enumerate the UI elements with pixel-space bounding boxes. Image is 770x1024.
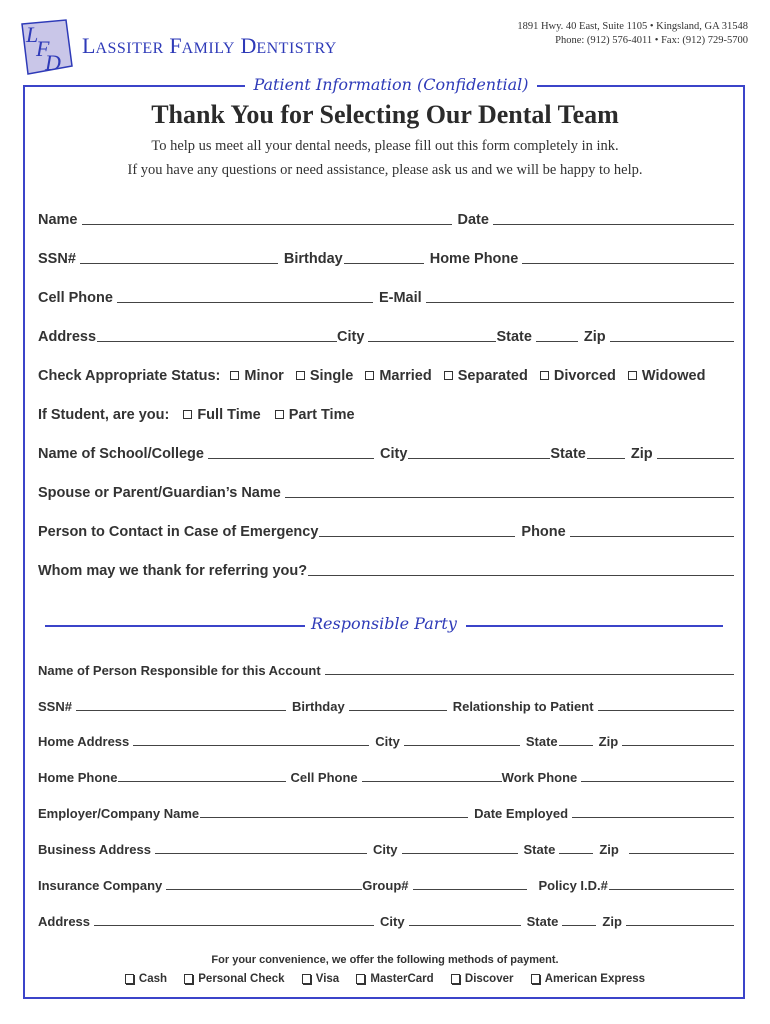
label-school: Name of School/College — [38, 446, 204, 462]
label-business-city: City — [372, 842, 398, 857]
label-spouse: Spouse or Parent/Guardian’s Name — [38, 485, 281, 501]
checkbox-part-time[interactable] — [275, 410, 284, 419]
label-ins-zip: Zip — [602, 914, 622, 929]
row-resp-ssn — [38, 699, 734, 714]
field-date[interactable] — [493, 223, 734, 225]
row-name-date — [38, 212, 734, 228]
practice-contact — [517, 20, 748, 48]
label-ins-city: City — [380, 914, 405, 929]
row-insurance — [38, 878, 734, 893]
field-emergency[interactable] — [319, 535, 515, 537]
option-divorced[interactable]: Divorced — [540, 368, 616, 384]
row-ssn-birthday-phone — [38, 251, 734, 267]
label-email: E-Mail — [378, 290, 422, 306]
row-employer — [38, 806, 734, 821]
label-resp-state: State — [525, 734, 558, 749]
field-group[interactable] — [413, 888, 527, 890]
label-resp-name: Name of Person Responsible for this Account — [38, 663, 321, 678]
checkbox-single[interactable] — [296, 371, 305, 380]
option-widowed[interactable]: Widowed — [628, 368, 706, 384]
checkbox-american-express[interactable] — [531, 974, 540, 984]
label-school-zip: Zip — [630, 446, 653, 462]
checkbox-full-time[interactable] — [183, 410, 192, 419]
field-email[interactable] — [426, 301, 734, 303]
field-employer[interactable] — [200, 816, 468, 818]
row-spouse — [38, 485, 734, 501]
label-policy: Policy I.D.# — [538, 878, 608, 893]
label-ssn: SSN# — [38, 251, 76, 267]
field-ins-city[interactable] — [409, 924, 521, 926]
address-line: 1891 Hwy. 40 East, Suite 1105 • Kingsland, GA 31548 — [517, 21, 748, 32]
option-married[interactable]: Married — [365, 368, 431, 384]
label-state: State — [496, 329, 532, 345]
label-referral: Whom may we thank for referring you? — [38, 563, 308, 579]
label-employer: Employer/Company Name — [38, 806, 200, 821]
row-resp-phones — [38, 770, 734, 785]
field-school-city[interactable] — [408, 457, 550, 459]
label-group: Group# — [362, 878, 409, 893]
option-full-time[interactable]: Full Time — [183, 407, 260, 423]
label-work-phone: Work Phone — [501, 770, 578, 785]
payment-visa[interactable]: Visa — [302, 973, 339, 985]
label-status: Check Appropriate Status: — [38, 368, 221, 384]
checkbox-mastercard[interactable] — [356, 974, 365, 984]
field-work-phone[interactable] — [581, 780, 734, 782]
field-city[interactable] — [368, 340, 496, 342]
row-school — [38, 446, 734, 462]
checkbox-divorced[interactable] — [540, 371, 549, 380]
field-relationship[interactable] — [598, 709, 734, 711]
label-address: Address — [38, 329, 97, 345]
label-school-city: City — [379, 446, 408, 462]
row-status — [38, 368, 734, 384]
field-name[interactable] — [82, 223, 452, 225]
row-cell-email — [38, 290, 734, 306]
label-ins-address: Address — [38, 914, 91, 929]
field-emergency-phone[interactable] — [570, 535, 734, 537]
field-resp-ssn[interactable] — [76, 709, 286, 711]
row-resp-home-address — [38, 734, 734, 749]
label-resp-home-phone: Home Phone — [38, 770, 118, 785]
section-title-patient-info: Patient Information (Confidential) — [245, 75, 536, 94]
field-business-address[interactable] — [155, 852, 367, 854]
field-referral[interactable] — [308, 574, 734, 576]
label-student: If Student, are you: — [38, 407, 170, 423]
label-resp-cell-phone: Cell Phone — [290, 770, 358, 785]
checkbox-visa[interactable] — [302, 974, 311, 984]
checkbox-widowed[interactable] — [628, 371, 637, 380]
payment-discover[interactable]: Discover — [451, 973, 514, 985]
field-resp-name[interactable] — [325, 673, 734, 675]
label-birthday: Birthday — [283, 251, 343, 267]
label-business-state: State — [523, 842, 556, 857]
label-resp-city: City — [375, 734, 400, 749]
label-insurance: Insurance Company — [38, 878, 163, 893]
row-resp-name — [38, 663, 734, 678]
field-birthday[interactable] — [344, 262, 424, 264]
option-minor[interactable]: Minor — [230, 368, 283, 384]
field-cell-phone[interactable] — [117, 301, 373, 303]
field-home-address[interactable] — [133, 744, 369, 746]
logo-letter-l: L — [26, 22, 39, 47]
row-business-address — [38, 842, 734, 857]
label-cell-phone: Cell Phone — [38, 290, 113, 306]
field-policy[interactable] — [609, 888, 734, 890]
checkbox-minor[interactable] — [230, 371, 239, 380]
label-name: Name — [38, 212, 78, 228]
logo-letter-f: F — [36, 36, 50, 61]
field-insurance[interactable] — [166, 888, 362, 890]
label-date: Date — [457, 212, 489, 228]
label-zip: Zip — [583, 329, 606, 345]
divider-right — [466, 625, 723, 627]
field-zip[interactable] — [610, 340, 734, 342]
label-ins-state: State — [526, 914, 559, 929]
payment-note: For your convenience, we offer the following methods of payment. — [211, 954, 559, 966]
option-separated[interactable]: Separated — [444, 368, 528, 384]
checkbox-married[interactable] — [365, 371, 374, 380]
practice-logo — [18, 18, 74, 76]
label-school-state: State — [550, 446, 586, 462]
row-referral — [38, 563, 734, 579]
label-resp-ssn: SSN# — [38, 699, 72, 714]
checkbox-discover[interactable] — [451, 974, 460, 984]
checkbox-personal-check[interactable] — [184, 974, 193, 984]
label-resp-birthday: Birthday — [291, 699, 345, 714]
form-heading: Thank You for Selecting Our Dental Team — [151, 100, 619, 129]
practice-name: LASSITER FAMILY DENTISTRY — [82, 33, 337, 58]
field-resp-home-phone[interactable] — [118, 780, 286, 782]
label-date-employed: Date Employed — [474, 806, 569, 821]
field-spouse[interactable] — [285, 496, 734, 498]
field-school-state[interactable] — [587, 457, 625, 459]
divider-left — [45, 625, 305, 627]
field-resp-zip[interactable] — [622, 744, 734, 746]
logo-letter-d: D — [45, 50, 61, 75]
field-home-phone[interactable] — [522, 262, 734, 264]
row-address — [38, 329, 734, 345]
field-ins-address[interactable] — [94, 924, 374, 926]
label-home-phone: Home Phone — [429, 251, 519, 267]
row-emergency — [38, 524, 734, 540]
option-part-time[interactable]: Part Time — [275, 407, 355, 423]
field-school-zip[interactable] — [657, 457, 734, 459]
field-ins-state[interactable] — [562, 924, 596, 926]
intro-line-1: To help us meet all your dental needs, please fill out this form completely in ink. — [151, 138, 619, 154]
row-insurance-address — [38, 914, 734, 929]
checkbox-cash[interactable] — [125, 974, 134, 984]
field-date-employed[interactable] — [572, 816, 734, 818]
field-business-state[interactable] — [559, 852, 593, 854]
field-business-city[interactable] — [402, 852, 518, 854]
field-ins-zip[interactable] — [626, 924, 734, 926]
field-school[interactable] — [208, 457, 374, 459]
option-single[interactable]: Single — [296, 368, 354, 384]
label-city: City — [337, 329, 365, 345]
payment-methods — [0, 973, 770, 985]
checkbox-separated[interactable] — [444, 371, 453, 380]
payment-mastercard[interactable]: MasterCard — [356, 973, 433, 985]
label-business-zip: Zip — [599, 842, 619, 857]
field-resp-city[interactable] — [404, 744, 520, 746]
payment-american-express[interactable]: American Express — [531, 973, 645, 985]
field-state[interactable] — [536, 340, 578, 342]
label-relationship: Relationship to Patient — [452, 699, 594, 714]
intro-line-2: If you have any questions or need assistance, please ask us and we will be happy to help. — [127, 162, 643, 178]
payment-cash[interactable]: Cash — [125, 973, 167, 985]
label-business-address: Business Address — [38, 842, 151, 857]
label-emergency-phone: Phone — [521, 524, 566, 540]
field-business-zip[interactable] — [629, 852, 734, 854]
label-emergency: Person to Contact in Case of Emergency — [38, 524, 319, 540]
phone-fax-line: Phone: (912) 576-4011 • Fax: (912) 729-5700 — [555, 35, 748, 46]
field-resp-birthday[interactable] — [349, 709, 447, 711]
section-title-responsible-party: Responsible Party — [311, 614, 457, 633]
row-student — [38, 407, 734, 423]
field-ssn[interactable] — [80, 262, 278, 264]
label-resp-zip: Zip — [598, 734, 619, 749]
field-address[interactable] — [97, 340, 337, 342]
label-home-address: Home Address — [38, 734, 130, 749]
field-resp-state[interactable] — [559, 744, 593, 746]
field-resp-cell-phone[interactable] — [362, 780, 502, 782]
payment-personal-check[interactable]: Personal Check — [184, 973, 284, 985]
